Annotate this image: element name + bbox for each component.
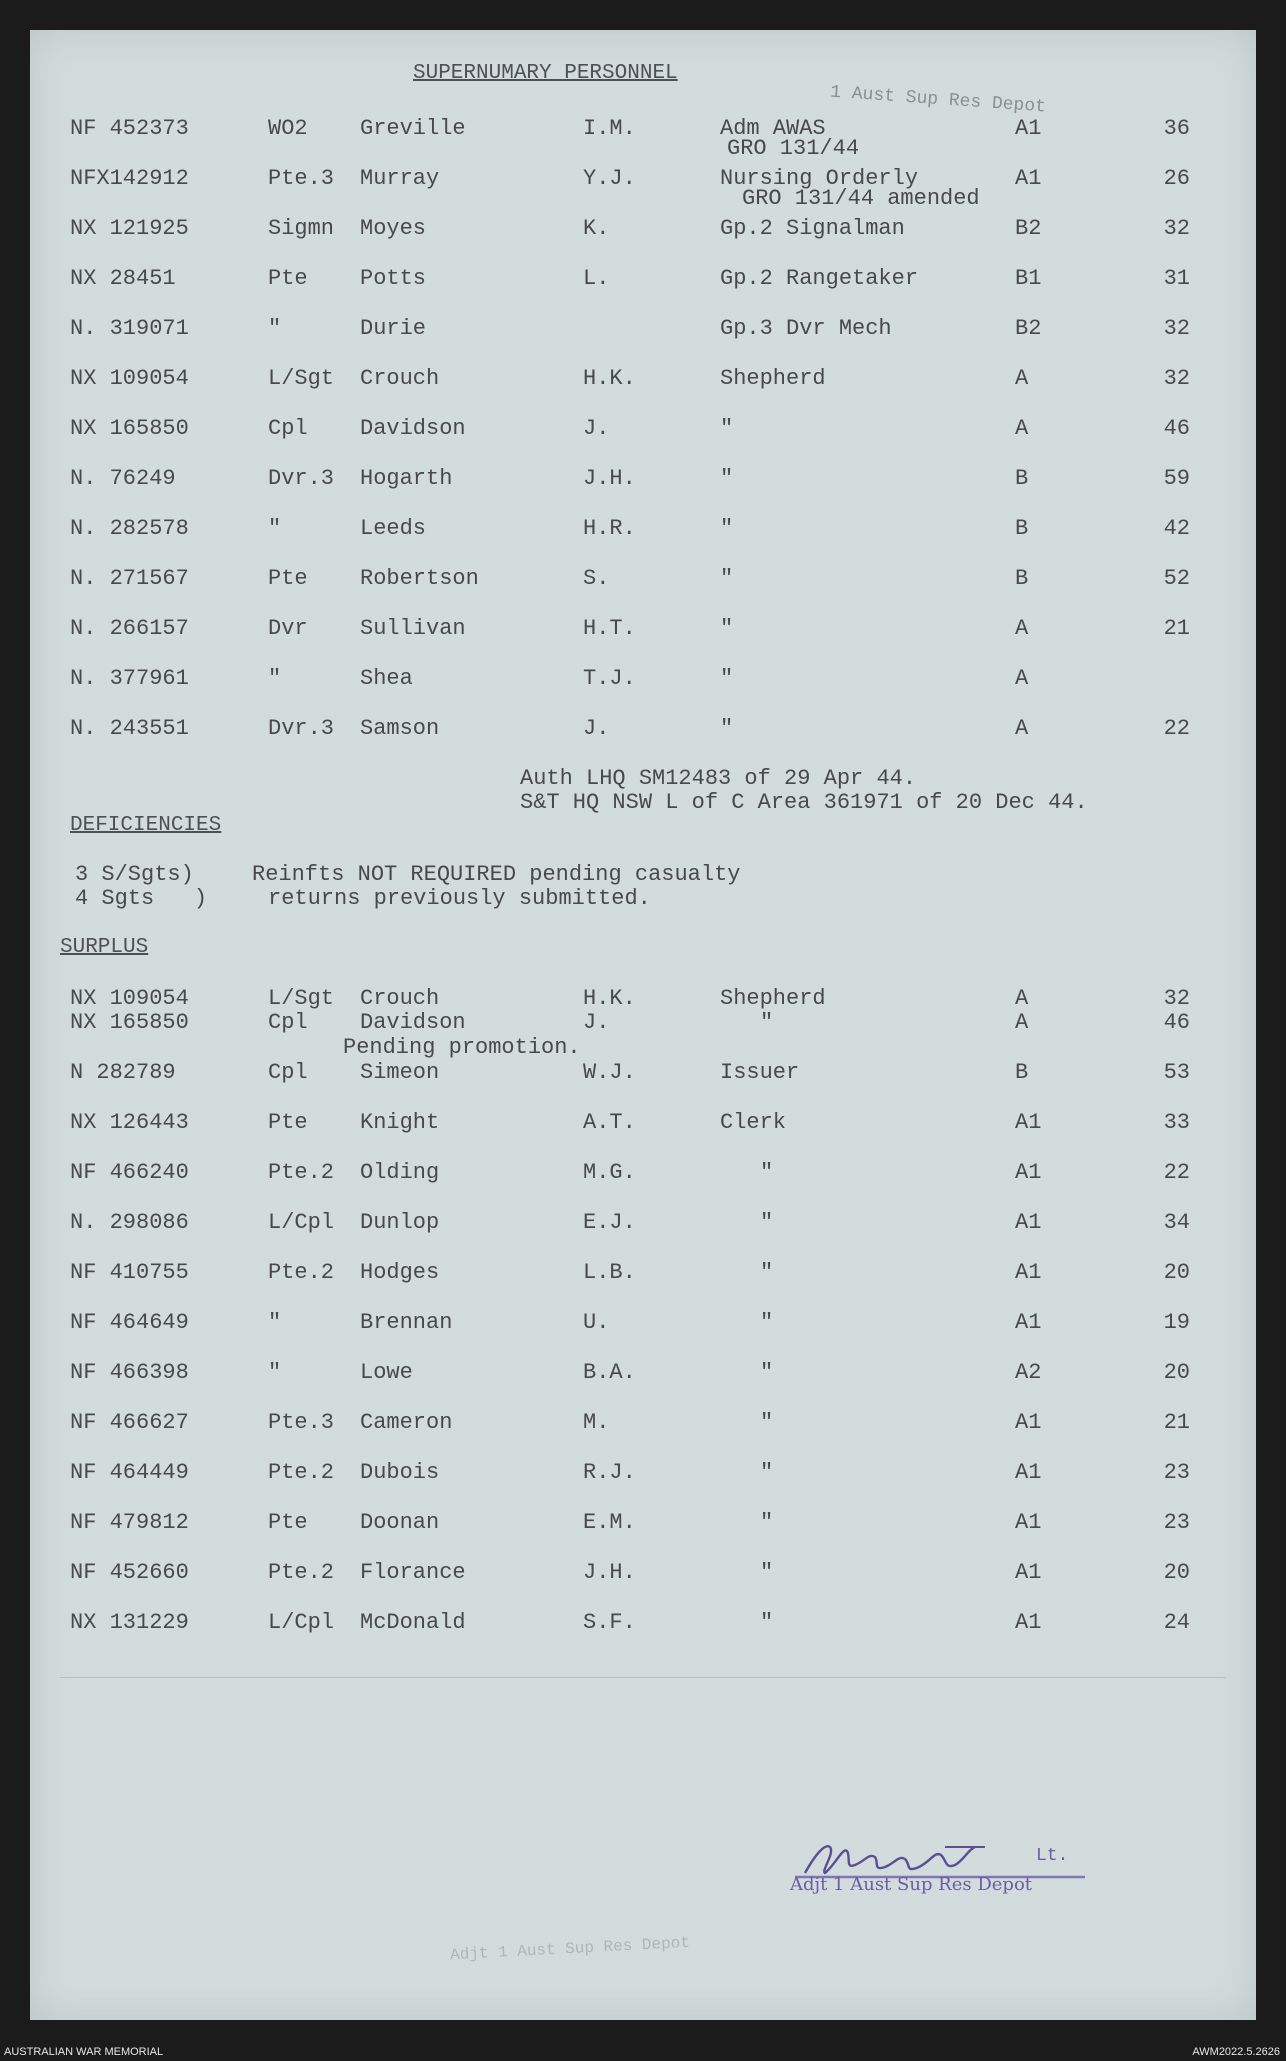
deficiencies-row-1-left: 3 S/Sgts): [75, 862, 194, 887]
supernumary-cell-name: Durie: [360, 316, 427, 341]
surplus-cell-init: S.F.: [583, 1610, 636, 1635]
supernumary-cell-init: Y.J.: [583, 166, 636, 191]
surplus-cell-role: ": [760, 1310, 774, 1335]
supernumary-cell-no: N. 266157: [70, 616, 189, 641]
supernumary-cell-no: N. 76249: [70, 466, 176, 491]
supernumary-cell-name: Sullivan: [360, 616, 466, 641]
surplus-cell-role: ": [760, 1510, 774, 1535]
surplus-cell-rank: L/Sgt: [268, 986, 335, 1011]
supernumary-cell-rank: Dvr.3: [268, 466, 335, 491]
supernumary-cell-no: N. 271567: [70, 566, 189, 591]
supernumary-cell-cls: A: [1015, 416, 1029, 441]
surplus-cell-age: 19: [1163, 1310, 1190, 1335]
supernumary-cell-no: N. 243551: [70, 716, 189, 741]
surplus-cell-cls: A1: [1015, 1410, 1042, 1435]
supernumary-cell-cls: B: [1015, 516, 1029, 541]
supernumary-cell-role: Gp.3 Dvr Mech: [720, 316, 892, 341]
supernumary-cell-cls: B2: [1015, 216, 1042, 241]
surplus-cell-role: ": [760, 1560, 774, 1585]
surplus-cell-no: NX 126443: [70, 1110, 189, 1135]
supernumary-cell-init: J.: [583, 416, 610, 441]
supernumary-cell-rank: ": [268, 666, 282, 691]
surplus-cell-age: 23: [1163, 1460, 1190, 1485]
supernumary-cell-name: Moyes: [360, 216, 427, 241]
supernumary-cell-no: NX 109054: [70, 366, 189, 391]
supernumary-cell-name: Samson: [360, 716, 440, 741]
supernumary-cell-name: Robertson: [360, 566, 479, 591]
surplus-cell-role: ": [760, 1460, 774, 1485]
supernumary-cell-cls: A1: [1015, 116, 1042, 141]
surplus-cell-no: NF 466398: [70, 1360, 189, 1385]
surplus-cell-rank: L/Cpl: [268, 1210, 335, 1235]
supernumary-cell-cls: B: [1015, 566, 1029, 591]
supernumary-cell-role: Shepherd: [720, 366, 826, 391]
surplus-cell-name: Dunlop: [360, 1210, 440, 1235]
surplus-cell-name: Hodges: [360, 1260, 440, 1285]
surplus-cell-role: ": [760, 1610, 774, 1635]
supernumary-cell-no: NX 28451: [70, 266, 176, 291]
auth-line-1: Auth LHQ SM12483 of 29 Apr 44.: [520, 766, 917, 791]
supernumary-cell-age: 32: [1163, 316, 1190, 341]
supernumary-cell-role: Nursing Orderly: [720, 166, 919, 191]
supernumary-cell-age: 31: [1163, 266, 1190, 291]
supernumary-cell-rank: Sigmn: [268, 216, 335, 241]
supernumary-cell-role: ": [720, 666, 734, 691]
surplus-cell-role: ": [760, 1410, 774, 1435]
row-note: GRO 131/44 amended: [742, 186, 980, 211]
supernumary-cell-name: Murray: [360, 166, 440, 191]
surplus-cell-cls: A2: [1015, 1360, 1042, 1385]
surplus-cell-rank: Pte: [268, 1510, 308, 1535]
surplus-cell-rank: Pte.2: [268, 1160, 335, 1185]
surplus-cell-no: NF 452660: [70, 1560, 189, 1585]
supernumary-cell-no: N. 282578: [70, 516, 189, 541]
surplus-cell-name: Doonan: [360, 1510, 440, 1535]
surplus-cell-init: L.B.: [583, 1260, 636, 1285]
supernumary-cell-cls: A: [1015, 716, 1029, 741]
supernumary-cell-role: Adm AWAS: [720, 116, 826, 141]
section-title-surplus: SURPLUS: [60, 936, 149, 959]
surplus-cell-name: Crouch: [360, 986, 440, 1011]
surplus-cell-age: 24: [1163, 1610, 1190, 1635]
supernumary-cell-role: Gp.2 Rangetaker: [720, 266, 919, 291]
surplus-cell-rank: Pte.2: [268, 1560, 335, 1585]
supernumary-cell-init: T.J.: [583, 666, 636, 691]
surplus-cell-name: Brennan: [360, 1310, 453, 1335]
supernumary-cell-cls: B1: [1015, 266, 1042, 291]
supernumary-cell-role: ": [720, 516, 734, 541]
supernumary-cell-no: NF 452373: [70, 116, 189, 141]
supernumary-cell-init: L.: [583, 266, 610, 291]
supernumary-cell-role: ": [720, 466, 734, 491]
surplus-cell-rank: ": [268, 1360, 282, 1385]
surplus-cell-cls: A1: [1015, 1460, 1042, 1485]
surplus-cell-init: M.G.: [583, 1160, 636, 1185]
surplus-note: Pending promotion.: [343, 1035, 581, 1060]
supernumary-cell-rank: Pte.3: [268, 166, 335, 191]
surplus-cell-name: McDonald: [360, 1610, 466, 1635]
surplus-cell-name: Olding: [360, 1160, 440, 1185]
surplus-cell-init: M.: [583, 1410, 610, 1435]
section-title-deficiencies: DEFICIENCIES: [70, 814, 222, 837]
surplus-cell-no: N 282789: [70, 1060, 176, 1085]
supernumary-cell-init: H.T.: [583, 616, 636, 641]
surplus-cell-age: 46: [1163, 1010, 1190, 1035]
surplus-cell-rank: Pte: [268, 1110, 308, 1135]
surplus-cell-role: ": [760, 1010, 774, 1035]
surplus-cell-role: ": [760, 1260, 774, 1285]
surplus-cell-age: 20: [1163, 1260, 1190, 1285]
surplus-cell-cls: A1: [1015, 1160, 1042, 1185]
surplus-cell-cls: A1: [1015, 1210, 1042, 1235]
surplus-cell-rank: Pte.2: [268, 1260, 335, 1285]
surplus-cell-role: Shepherd: [720, 986, 826, 1011]
footer-left: AUSTRALIAN WAR MEMORIAL: [4, 2046, 164, 2058]
surplus-cell-name: Florance: [360, 1560, 466, 1585]
surplus-cell-cls: A1: [1015, 1260, 1042, 1285]
surplus-cell-name: Simeon: [360, 1060, 440, 1085]
surplus-cell-cls: A1: [1015, 1110, 1042, 1135]
surplus-cell-age: 32: [1163, 986, 1190, 1011]
row-note: GRO 131/44: [727, 136, 860, 161]
supernumary-cell-name: Shea: [360, 666, 413, 691]
supernumary-cell-rank: Pte: [268, 566, 308, 591]
surplus-cell-role: ": [760, 1160, 774, 1185]
supernumary-cell-rank: Dvr.3: [268, 716, 335, 741]
deficiencies-row-1-right: Reinfts NOT REQUIRED pending casualty: [252, 862, 741, 887]
surplus-cell-init: E.M.: [583, 1510, 636, 1535]
supernumary-cell-cls: A: [1015, 616, 1029, 641]
supernumary-cell-init: H.K.: [583, 366, 636, 391]
faint-stamp-top: 1 Aust Sup Res Depot: [829, 82, 1047, 118]
supernumary-cell-role: ": [720, 416, 734, 441]
supernumary-cell-age: 59: [1163, 466, 1190, 491]
surplus-cell-name: Dubois: [360, 1460, 440, 1485]
surplus-cell-no: NF 466240: [70, 1160, 189, 1185]
surplus-cell-init: W.J.: [583, 1060, 636, 1085]
supernumary-cell-rank: Cpl: [268, 416, 308, 441]
supernumary-cell-cls: B2: [1015, 316, 1042, 341]
surplus-cell-cls: A1: [1015, 1510, 1042, 1535]
surplus-cell-age: 20: [1163, 1360, 1190, 1385]
supernumary-cell-no: N. 319071: [70, 316, 189, 341]
supernumary-cell-age: 46: [1163, 416, 1190, 441]
surplus-cell-rank: Pte.3: [268, 1410, 335, 1435]
supernumary-cell-rank: L/Sgt: [268, 366, 335, 391]
surplus-cell-age: 53: [1163, 1060, 1190, 1085]
surplus-cell-age: 22: [1163, 1160, 1190, 1185]
signature-suffix: Lt.: [1036, 1846, 1069, 1866]
footer-right: AWM2022.5.2626: [1192, 2046, 1280, 2058]
supernumary-cell-role: ": [720, 616, 734, 641]
supernumary-cell-name: Leeds: [360, 516, 427, 541]
surplus-cell-no: NX 165850: [70, 1010, 189, 1035]
surplus-cell-init: H.K.: [583, 986, 636, 1011]
supernumary-cell-role: ": [720, 716, 734, 741]
deficiencies-row-2-right: returns previously submitted.: [268, 886, 651, 911]
document-sheet: [30, 30, 1256, 2020]
supernumary-cell-age: 32: [1163, 366, 1190, 391]
surplus-cell-no: NF 479812: [70, 1510, 189, 1535]
supernumary-cell-name: Greville: [360, 116, 466, 141]
supernumary-cell-init: S.: [583, 566, 610, 591]
supernumary-cell-init: H.R.: [583, 516, 636, 541]
supernumary-cell-name: Crouch: [360, 366, 440, 391]
surplus-cell-no: NX 131229: [70, 1610, 189, 1635]
divider-line: [60, 1677, 1226, 1678]
surplus-cell-init: J.: [583, 1010, 610, 1035]
surplus-cell-rank: Pte.2: [268, 1460, 335, 1485]
supernumary-cell-cls: B: [1015, 466, 1029, 491]
supernumary-cell-cls: A1: [1015, 166, 1042, 191]
surplus-cell-age: 33: [1163, 1110, 1190, 1135]
supernumary-cell-age: 26: [1163, 166, 1190, 191]
supernumary-cell-name: Hogarth: [360, 466, 453, 491]
supernumary-cell-init: J.: [583, 716, 610, 741]
surplus-cell-age: 21: [1163, 1410, 1190, 1435]
surplus-cell-cls: A: [1015, 1010, 1029, 1035]
supernumary-cell-role: ": [720, 566, 734, 591]
deficiencies-row-2-left: 4 Sgts ): [75, 886, 208, 911]
supernumary-cell-name: Potts: [360, 266, 427, 291]
supernumary-cell-age: 52: [1163, 566, 1190, 591]
surplus-cell-init: R.J.: [583, 1460, 636, 1485]
surplus-cell-name: Knight: [360, 1110, 440, 1135]
supernumary-cell-rank: Pte: [268, 266, 308, 291]
surplus-cell-cls: A1: [1015, 1610, 1042, 1635]
supernumary-cell-age: 36: [1163, 116, 1190, 141]
surplus-cell-no: NF 410755: [70, 1260, 189, 1285]
surplus-cell-role: ": [760, 1360, 774, 1385]
surplus-cell-no: NF 466627: [70, 1410, 189, 1435]
surplus-cell-cls: A1: [1015, 1310, 1042, 1335]
surplus-cell-init: U.: [583, 1310, 610, 1335]
supernumary-cell-age: 22: [1163, 716, 1190, 741]
supernumary-cell-cls: A: [1015, 366, 1029, 391]
supernumary-cell-no: NX 121925: [70, 216, 189, 241]
surplus-cell-age: 20: [1163, 1560, 1190, 1585]
surplus-cell-no: N. 298086: [70, 1210, 189, 1235]
supernumary-cell-no: NFX142912: [70, 166, 189, 191]
section-title-supernumary: SUPERNUMARY PERSONNEL: [413, 62, 678, 85]
auth-line-2: S&T HQ NSW L of C Area 361971 of 20 Dec 44.: [520, 790, 1088, 815]
supernumary-cell-no: N. 377961: [70, 666, 189, 691]
surplus-cell-cls: A1: [1015, 1560, 1042, 1585]
surplus-cell-role: Clerk: [720, 1110, 787, 1135]
supernumary-cell-name: Davidson: [360, 416, 466, 441]
surplus-cell-no: NX 109054: [70, 986, 189, 1011]
surplus-cell-init: B.A.: [583, 1360, 636, 1385]
surplus-cell-name: Lowe: [360, 1360, 413, 1385]
surplus-cell-age: 23: [1163, 1510, 1190, 1535]
faint-stamp-bottom: Adjt 1 Aust Sup Res Depot: [449, 1933, 691, 1965]
supernumary-cell-rank: ": [268, 316, 282, 341]
supernumary-cell-init: K.: [583, 216, 610, 241]
surplus-cell-role: Issuer: [720, 1060, 800, 1085]
surplus-cell-cls: B: [1015, 1060, 1029, 1085]
supernumary-cell-rank: Dvr: [268, 616, 308, 641]
supernumary-cell-rank: WO2: [268, 116, 308, 141]
supernumary-cell-init: J.H.: [583, 466, 636, 491]
surplus-cell-name: Davidson: [360, 1010, 466, 1035]
supernumary-cell-age: 42: [1163, 516, 1190, 541]
supernumary-cell-role: Gp.2 Signalman: [720, 216, 905, 241]
surplus-cell-init: E.J.: [583, 1210, 636, 1235]
surplus-cell-rank: ": [268, 1310, 282, 1335]
supernumary-cell-rank: ": [268, 516, 282, 541]
surplus-cell-rank: Cpl: [268, 1060, 308, 1085]
surplus-cell-name: Cameron: [360, 1410, 453, 1435]
surplus-cell-init: J.H.: [583, 1560, 636, 1585]
supernumary-cell-age: 21: [1163, 616, 1190, 641]
supernumary-cell-cls: A: [1015, 666, 1029, 691]
supernumary-cell-age: 32: [1163, 216, 1190, 241]
surplus-cell-no: NF 464649: [70, 1310, 189, 1335]
supernumary-cell-no: NX 165850: [70, 416, 189, 441]
surplus-cell-age: 34: [1163, 1210, 1190, 1235]
supernumary-cell-init: I.M.: [583, 116, 636, 141]
stamp-text: Adjt 1 Aust Sup Res Depot: [790, 1874, 1033, 1895]
surplus-cell-role: ": [760, 1210, 774, 1235]
surplus-cell-cls: A: [1015, 986, 1029, 1011]
surplus-cell-init: A.T.: [583, 1110, 636, 1135]
surplus-cell-rank: L/Cpl: [268, 1610, 335, 1635]
surplus-cell-rank: Cpl: [268, 1010, 308, 1035]
surplus-cell-no: NF 464449: [70, 1460, 189, 1485]
